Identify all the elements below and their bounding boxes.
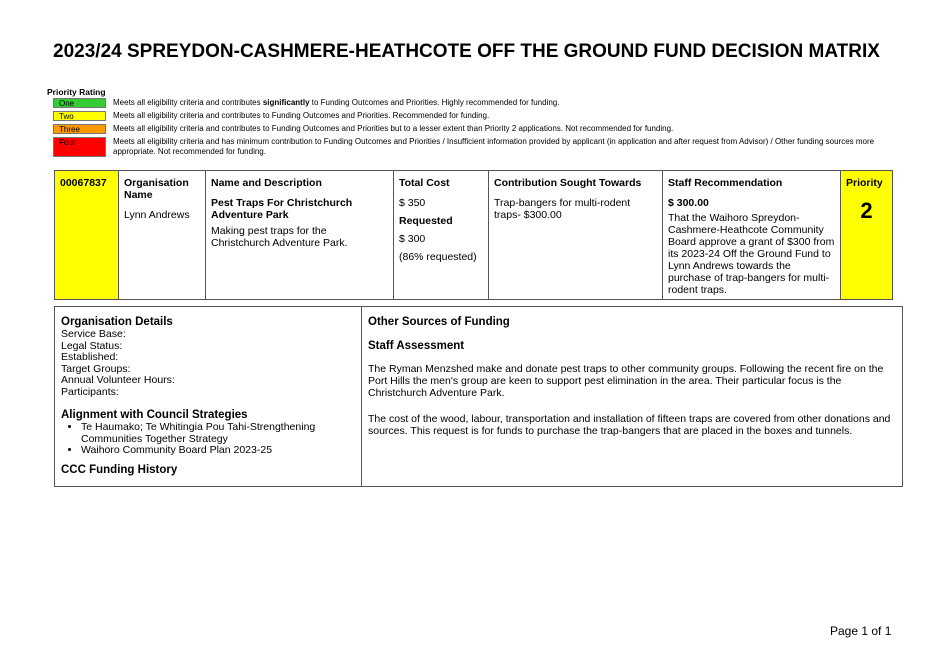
recommendation-text: That the Waihoro Spreydon-Cashmere-Heathcote Community Board approve a grant of $300 from its 2023-24 Off the Ground Fund to Lynn Andrews towards the purchase of trap-bangers for multi-rodent traps.	[668, 212, 835, 296]
description-header: Name and Description	[211, 177, 322, 189]
priority-cell	[841, 171, 892, 299]
field-target-groups: Target Groups:	[61, 362, 131, 375]
list-item: • Te Haumako; Te Whitingia Pou Tahi-Strengthening Communities Together Strategy	[81, 422, 355, 445]
field-established: Established:	[61, 351, 119, 363]
organisation-cell	[119, 171, 206, 299]
other-sources-header: Other Sources of Funding	[368, 316, 510, 328]
application-id-cell	[55, 171, 119, 299]
organisation-details-header: Organisation Details	[61, 316, 173, 328]
legend-chip-two: Two	[53, 111, 106, 121]
recommendation-amount: $ 300.00	[668, 197, 709, 209]
cost-header: Total Cost	[399, 177, 450, 189]
page-title: 2023/24 SPREYDON-CASHMERE-HEATHCOTE OFF THE GROUND FUND DECISION MATRIX	[53, 41, 880, 62]
details-table	[54, 306, 903, 487]
legend-chip-one: One	[53, 98, 106, 108]
legend-text-one: Meets all eligibility criteria and contributes significantly to Funding Outcomes and Priorities. Highly recommended for funding.	[113, 98, 560, 107]
total-cost: $ 350	[399, 197, 426, 209]
legend-chip-three: Three	[53, 124, 106, 134]
cost-cell	[394, 171, 489, 299]
field-service-base: Service Base:	[61, 328, 126, 340]
funding-history-header: CCC Funding History	[61, 463, 178, 476]
organisation-details-pane	[55, 307, 362, 486]
project-description: Making pest traps for the Christchurch Adventure Park.	[211, 225, 348, 249]
legend-text-four: Meets all eligibility criteria and has minimum contribution to Funding Outcomes and Priorities / Insufficient information provided by applicant (in application and after request from Advisor) / Other funding sources more appropriate. Not recommended for funding.	[113, 137, 875, 156]
field-participants: Participants:	[61, 385, 119, 398]
page-number: Page 1 of 1	[830, 624, 892, 638]
contribution-header: Contribution Sought Towards	[494, 177, 642, 189]
legend-heading: Priority Rating	[47, 87, 106, 97]
alignment-list	[61, 422, 355, 457]
priority-header: Priority	[846, 177, 883, 189]
priority-value: 2	[860, 198, 873, 223]
legend-text-two: Meets all eligibility criteria and contributes to Funding Outcomes and Priorities. Recommended for funding.	[113, 111, 490, 120]
description-cell	[206, 171, 394, 299]
recommendation-header: Staff Recommendation	[668, 177, 783, 189]
field-legal-status: Legal Status:	[61, 339, 123, 352]
organisation-name: Lynn Andrews	[124, 209, 190, 221]
recommendation-cell	[663, 171, 841, 299]
assessment-paragraph-1: The Ryman Menzshed make and donate pest traps to other community groups. Following the recent fire on the Port Hills the men's group are keen to support pest elimination in the area. Their particular focus is the Christchurch Adventure Park.	[368, 363, 884, 399]
field-volunteer-hours: Annual Volunteer Hours:	[61, 374, 175, 386]
contribution-cell	[489, 171, 663, 299]
application-summary-table	[54, 170, 893, 300]
assessment-pane	[362, 307, 902, 486]
requested-amount: $ 300	[399, 233, 426, 245]
staff-assessment-header: Staff Assessment	[368, 340, 465, 352]
alignment-header: Alignment with Council Strategies	[61, 409, 248, 421]
organisation-header: Organisation Name	[124, 177, 189, 201]
application-id: 00067837	[60, 177, 107, 189]
assessment-paragraph-2: The cost of the wood, labour, transportation and installation of fifteen traps are covered from other donations and sources. This request is for funds to purchase the trap-bangers that are placed in the boxes and tunnels.	[368, 413, 891, 437]
list-item: • Waihoro Community Board Plan 2023-25	[81, 445, 355, 457]
requested-label: Requested	[399, 215, 453, 227]
requested-percent: (86% requested)	[399, 251, 477, 263]
contribution-text: Trap-bangers for multi-rodent traps- $300.00	[494, 197, 631, 221]
legend-chip-four: Four	[53, 137, 106, 157]
project-name: Pest Traps For Christchurch Adventure Park	[211, 197, 353, 221]
legend-text-three: Meets all eligibility criteria and contributes to Funding Outcomes and Priorities but to a lesser extent than Priority 2 applications. Not recommended for funding.	[113, 124, 674, 133]
